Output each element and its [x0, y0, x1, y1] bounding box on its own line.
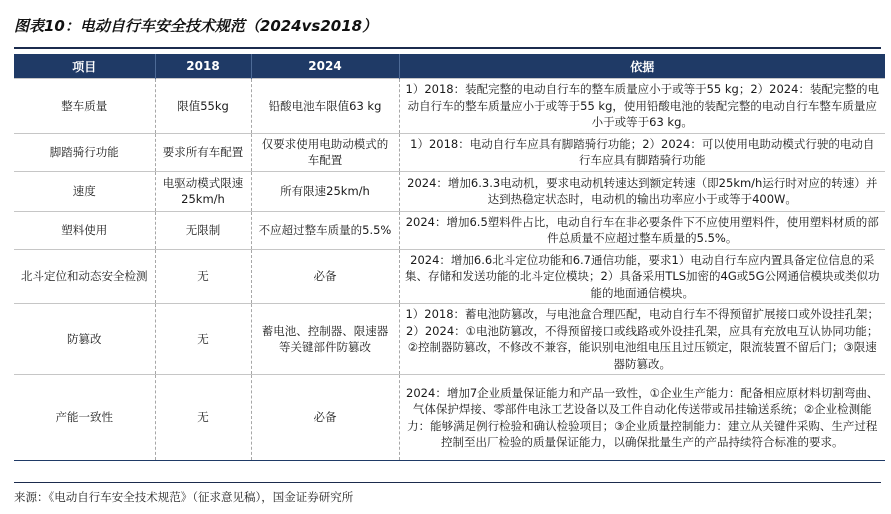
cell-item: 整车质量 [14, 79, 155, 134]
cell-item: 防篡改 [14, 304, 155, 375]
title-divider [14, 47, 881, 49]
cell-item: 产能一致性 [14, 375, 155, 461]
header-basis: 依据 [399, 54, 885, 79]
table-header-row [14, 54, 885, 79]
cell-item: 北斗定位和动态安全检测 [14, 249, 155, 304]
cell-2024: 蓄电池、控制器、限速器等关键部件防篡改 [251, 304, 399, 375]
cell-2024: 不应超过整车质量的5.5% [251, 211, 399, 249]
table-row [14, 133, 885, 171]
cell-2018: 要求所有车配置 [155, 133, 251, 171]
cell-item: 脚踏骑行功能 [14, 133, 155, 171]
cell-basis: 1）2018：装配完整的电动自行车的整车质量应小于或等于55 kg；2）2024：装配完整的电动自行车的整车质量应小于或等于55 kg，使用铅酸电池的装配完整的电动自行车整车质量应小于或等于63 kg。 [399, 79, 885, 134]
cell-item: 速度 [14, 171, 155, 211]
table-row [14, 211, 885, 249]
cell-basis: 2024：增加6.5塑料件占比，电动自行车在非必要条件下不应使用塑料件，使用塑料材质的部件总质量不应超过整车质量的5.5%。 [399, 211, 885, 249]
cell-2024: 仅要求使用电助动模式的车配置 [251, 133, 399, 171]
figure-title: 图表10：电动自行车安全技术规范（2024vs2018） [14, 17, 378, 35]
cell-2018: 无 [155, 304, 251, 375]
table-row [14, 375, 885, 461]
table-row [14, 249, 885, 304]
cell-item: 塑料使用 [14, 211, 155, 249]
footer-divider [14, 482, 881, 483]
cell-2018: 电驱动模式限速25km/h [155, 171, 251, 211]
cell-basis: 1）2018：蓄电池防篡改，与电池盒合理匹配，电动自行车不得预留扩展接口或外设挂孔架；2）2024：①电池防篡改，不得预留接口或线路或外设挂孔架，应具有充放电互认协同功能；②控制器防篡改，不修改不兼容，能识别电池组电压且过压锁定，限流装置不留后门；③限速器防篡改。 [399, 304, 885, 375]
header-item: 项目 [14, 54, 155, 79]
cell-2018: 无限制 [155, 211, 251, 249]
cell-basis: 1）2018：电动自行车应具有脚踏骑行功能；2）2024：可以使用电助动模式行驶的电动自行车应具有脚踏骑行功能 [399, 133, 885, 171]
table-row [14, 171, 885, 211]
source-note: 来源：《电动自行车安全技术规范》（征求意见稿），国金证券研究所 [14, 490, 354, 504]
header-2018: 2018 [155, 54, 251, 79]
cell-2018: 无 [155, 375, 251, 461]
cell-basis: 2024：增加6.3.3电动机，要求电动机转速达到额定转速（即25km/h运行时对应的转速）并达到热稳定状态时，电动机的输出功率应小于或等于400W。 [399, 171, 885, 211]
cell-basis: 2024：增加7企业质量保证能力和产品一致性，①企业生产能力：配备相应原材料切割弯曲、气体保护焊接、零部件电泳工艺设备以及工件自动化传送带或吊挂输送系统；②企业检测能力：能够满足例行检验和确认检验项目；③企业质量控制能力：建立从关键件采购、生产过程控制至出厂检验的质量保证能力，以确保批量生产的产品持续符合标准的要求。 [399, 375, 885, 461]
cell-2024: 必备 [251, 375, 399, 461]
cell-2024: 所有限速25km/h [251, 171, 399, 211]
header-2024: 2024 [251, 54, 399, 79]
cell-2018: 无 [155, 249, 251, 304]
table-row [14, 79, 885, 134]
spec-comparison-table [14, 54, 885, 461]
cell-2024: 必备 [251, 249, 399, 304]
cell-2024: 铅酸电池车限值63 kg [251, 79, 399, 134]
cell-2018: 限值55kg [155, 79, 251, 134]
cell-basis: 2024：增加6.6北斗定位功能和6.7通信功能，要求1）电动自行车应内置具备定位信息的采集、存储和发送功能的北斗定位模块；2）具备采用TLS加密的4G或5G公网通信模块或类似功能的地面通信模块。 [399, 249, 885, 304]
table-row [14, 304, 885, 375]
